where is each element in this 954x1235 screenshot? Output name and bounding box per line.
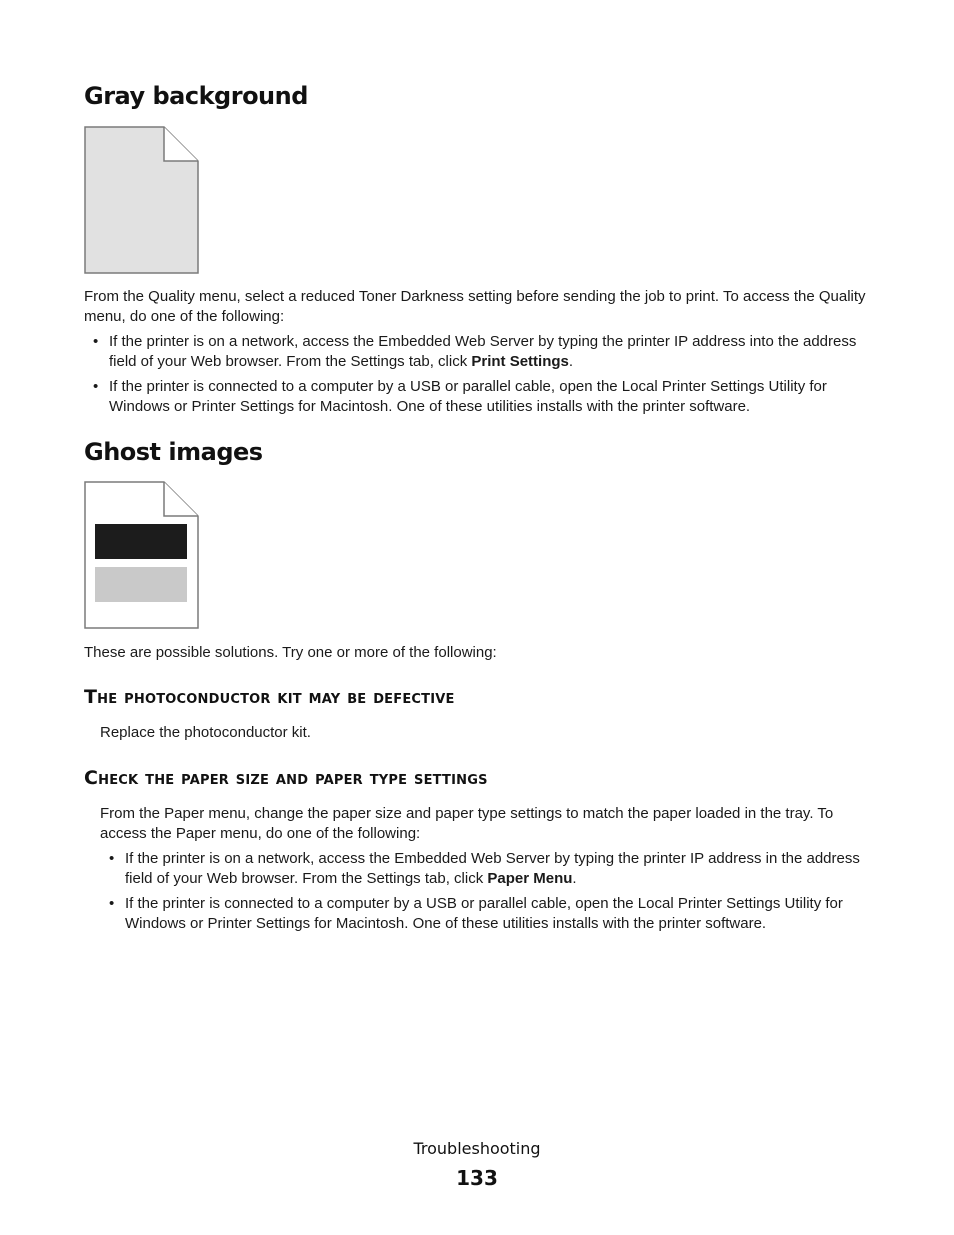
subsection-title-photoconductor: The photoconductor kit may be defective (84, 686, 455, 708)
bullet-icon: • (109, 850, 115, 867)
bullet-icon: • (93, 378, 99, 395)
section-title-gray-background: Gray background (84, 82, 308, 110)
list-item: • If the printer is connected to a computer by a USB or parallel cable, open the Local Printer Settings Utility for Windows or Printer Settings for Macintosh. One of these utilities installs with the printer software. (93, 378, 827, 415)
gray-background-intro: From the Quality menu, select a reduced Toner Darkness setting before sending the job to print. To access the Quality menu, do one of the following: (84, 288, 866, 325)
subsection-title-paper-settings: Check the paper size and paper type settings (84, 767, 488, 789)
ghost-images-page-illustration (84, 481, 200, 631)
list-item: • If the printer is on a network, access the Embedded Web Server by typing the printer IP address into the address field of your Web browser. From the Settings tab, click Print Settings. (93, 333, 857, 370)
bullet-icon: • (93, 333, 99, 350)
gray-background-solutions-list (84, 332, 876, 422)
paper-menu-label: Paper Menu (487, 870, 573, 887)
list-item: • If the printer is connected to a computer by a USB or parallel cable, open the Local Printer Settings Utility for Windows or Printer Settings for Macintosh. One of these utilities installs with the printer software. (109, 895, 843, 932)
paper-settings-solutions-list (100, 849, 876, 939)
paper-settings-solution-text: From the Paper menu, change the paper size and paper type settings to match the paper loaded in the tray. To access the Paper menu, do one of the following: (100, 805, 834, 842)
dark-print-block (95, 524, 187, 559)
gray-background-page-illustration (84, 126, 200, 276)
print-settings-label: Print Settings (471, 353, 569, 370)
page-number: 133 (456, 1166, 498, 1190)
ghost-images-intro: These are possible solutions. Try one or more of the following: (84, 644, 497, 661)
section-title-ghost-images: Ghost images (84, 438, 263, 466)
list-item: • If the printer is on a network, access the Embedded Web Server by typing the printer IP address in the address field of your Web browser. From the Settings tab, click Paper Menu. (109, 850, 860, 887)
photoconductor-solution-text: Replace the photoconductor kit. (100, 724, 311, 741)
footer-section-label: Troubleshooting (413, 1139, 541, 1158)
ghost-print-block (95, 567, 187, 602)
bullet-icon: • (109, 895, 115, 912)
